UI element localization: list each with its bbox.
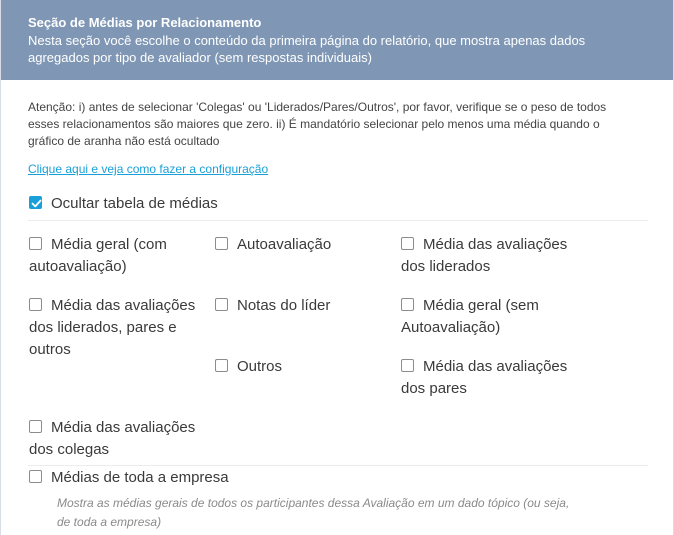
company-averages-checkbox[interactable] <box>29 470 42 483</box>
checkmark-icon <box>31 198 42 209</box>
section-title: Seção de Médias por Relacionamento <box>28 15 262 30</box>
option-label-peers: Média das avaliações dos pares <box>401 358 568 397</box>
section-header <box>1 0 673 80</box>
company-averages-label: Médias de toda a empresa <box>51 469 229 486</box>
option-label-general-with-self: Média geral (com autoavaliação) <box>29 236 167 275</box>
option-label-self-assessment: Autoavaliação <box>237 236 332 253</box>
option-label-subordinates: Média das avaliações dos liderados <box>401 236 568 275</box>
company-averages-note: Mostra as médias gerais de todos os participantes dessa Avaliação em um dado tópico (ou seja, de toda a empresa) <box>57 496 570 529</box>
section-description: Nesta seção você escolhe o conteúdo da primeira página do relatório, que mostra apenas dados agregados por tipo de avaliador (sem respostas individuais) <box>28 33 586 65</box>
option-label-subordinates-peers-others: Média das avaliações dos liderados, pares e outros <box>29 297 196 358</box>
option-label-others: Outros <box>237 358 283 375</box>
help-config-link[interactable]: Clique aqui e veja como fazer a configuração <box>28 162 269 176</box>
hide-table-label: Ocultar tabela de médias <box>51 195 218 212</box>
warning-notice: Atenção: i) antes de selecionar 'Colegas' ou 'Liderados/Pares/Outros', por favor, verifique se o peso de todos esses relacionamentos são maiores que zero. ii) É mandatório selecionar pelo menos uma média quando o gráfico de aranha não está ocultado <box>28 100 607 148</box>
option-label-general-without-self: Média geral (sem Autoavaliação) <box>401 297 539 336</box>
divider <box>28 220 648 221</box>
option-label-leader-scores: Notas do líder <box>237 297 331 314</box>
option-label-colleagues: Média das avaliações dos colegas <box>29 419 196 458</box>
hide-table-checkbox[interactable] <box>29 196 42 209</box>
divider <box>28 465 648 466</box>
